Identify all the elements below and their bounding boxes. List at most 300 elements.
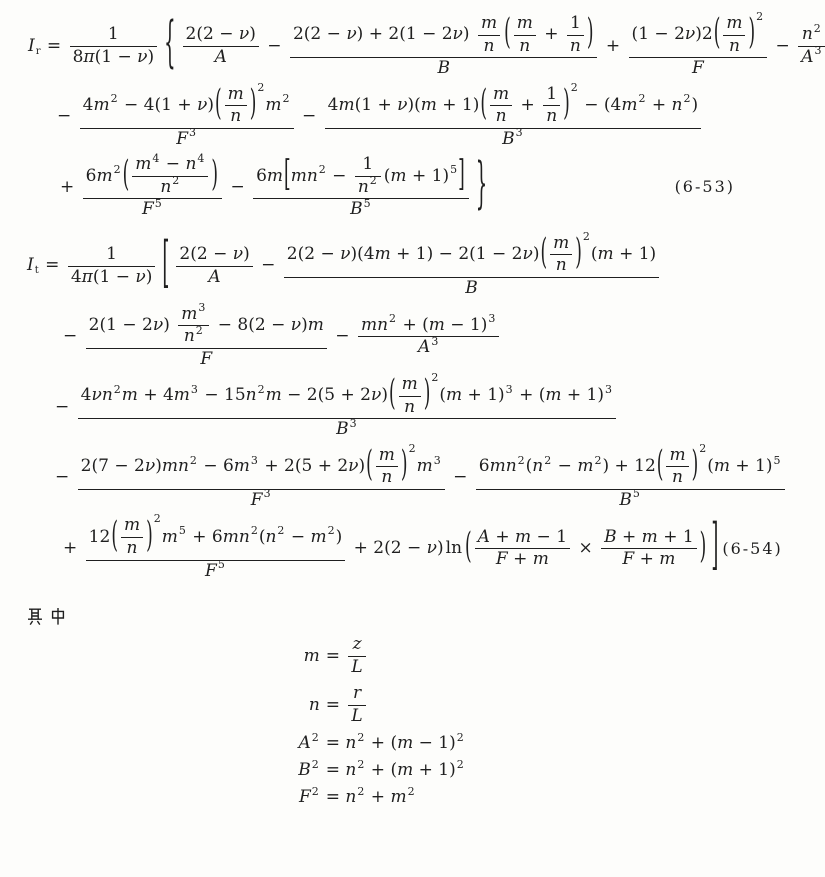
math-text [162,528,178,548]
math-text [496,107,507,127]
superscript: 2 [517,453,525,467]
math-var: F [298,787,311,808]
math-text: 1 [546,83,558,104]
fraction [176,245,252,287]
operator-ln: ln [445,538,463,559]
fraction [567,14,584,56]
math-text [351,658,362,678]
math-var: m [545,385,562,406]
superscript: 5 [450,163,458,176]
math-var: n [569,35,581,56]
math-var: B [619,489,632,510]
math-text [418,338,430,358]
math-var: n [245,385,257,406]
math-text: 4π(1 − ν) [70,266,153,287]
superscript: 2 [282,92,290,106]
denominator [567,35,584,57]
math-var: m [641,526,658,547]
open-delimiter: ( [111,514,118,557]
math-var: n [126,538,138,559]
math-text [124,516,140,536]
subscript: r [35,45,41,57]
denominator [178,325,209,347]
numerator [666,446,688,466]
superscript: 2 [311,757,319,771]
superscript: 2 [813,21,821,35]
zhong-character-glyph [48,606,68,626]
math-text: − [230,176,245,197]
superscript: 2 [113,163,121,176]
math-text [379,446,395,466]
numerator [348,635,365,655]
superscript: 2 [277,524,285,538]
def-m-rhs [326,635,465,677]
math-text [484,37,495,57]
math-text [493,85,509,105]
math-text: 2(2 − ν) [185,24,256,45]
equation-line [0,229,791,299]
math-text [291,167,318,187]
numerator [514,14,536,34]
math-var: m [338,94,355,115]
math-text: + (m + 1) [519,385,605,406]
math-var: m [416,456,433,477]
math-text [135,155,151,175]
fraction [348,684,365,726]
superscript: 3 [505,382,513,396]
superscript: 3 [515,126,523,140]
superscript: 5 [363,196,371,210]
math-text [265,96,281,116]
math-var: F [691,58,704,79]
math-var: n [671,94,683,115]
def-F-rhs [325,784,465,808]
group-content [547,234,575,276]
superscript: 3 [488,312,496,326]
numerator [798,21,825,45]
denominator [225,105,247,127]
math-var: m [420,94,437,115]
equation-line [0,10,822,79]
math-var: m [428,314,445,335]
big-delimiter: ] [711,514,719,579]
math-text: 2(2 − ν)(4m + 1) − 2(1 − 2ν) [286,244,540,265]
math-text: 1 [107,24,119,45]
equation-6-53 [0,10,822,220]
def-A-rhs [325,730,465,754]
math-var: n [495,106,507,127]
superscript: 2 [318,163,326,176]
denominator [78,489,445,511]
math-text: 2(2 − ν) + 2(1 − 2ν) [292,24,470,45]
numerator [478,14,500,34]
superscript: 2 [172,174,180,188]
open-delimiter: ( [388,373,396,416]
math-var: A [418,337,431,358]
math-var: B [437,58,450,79]
math-text: F + m [622,549,676,570]
math-var: n [230,106,242,127]
math-var: ν [346,24,357,45]
equation-line [0,301,791,370]
math-text: − [335,326,350,347]
math-var: m [96,165,113,186]
fraction [121,516,143,558]
group-superscript: 2 [153,512,161,526]
math-text: (m + 1) [383,165,450,186]
math-text: − [55,467,70,488]
math-var: ν [290,314,302,335]
superscript: 2 [456,730,464,744]
math-var: m [233,456,250,477]
group-content [291,155,458,197]
math-text: = n [325,787,357,808]
denominator [355,176,381,198]
group-superscript: 2 [257,80,265,94]
group-content [396,375,424,417]
math-text [729,37,740,57]
superscript: 2 [369,174,377,188]
def-A-lhs [298,730,320,754]
denominator [80,128,294,150]
superscript: 3 [433,453,441,467]
math-text: 4m [82,94,110,115]
math-text: ) + 12 [602,456,656,477]
numerator [550,234,572,254]
math-text: − [261,255,276,276]
numerator [355,155,381,175]
math-var: ν [370,385,382,406]
group-superscript: 2 [699,441,707,455]
math-text: = [46,35,62,56]
close-delimiter: ) [211,153,219,196]
math-text [299,787,311,807]
fraction [70,25,158,67]
math-text: (1 − 2ν)2 [631,24,713,45]
math-var: A [208,266,221,287]
close-delimiter: ) [691,444,699,487]
math-text: + 2(5 + 2ν) [264,456,366,477]
group-content [487,85,563,127]
math-var: ν [452,24,463,45]
math-text: − n [165,154,197,175]
math-var: m [577,456,594,477]
math-text [381,468,392,488]
paren-group [111,512,161,559]
math-text: + m [370,787,407,808]
math-var: ν [340,244,351,265]
numerator [121,516,143,536]
fraction [68,245,156,287]
fraction [476,441,785,511]
math-var: r [353,683,362,704]
math-text: = [45,255,60,276]
math-var: ν [152,314,164,335]
math-text [200,350,212,370]
math-text: (n [258,526,277,547]
math-var: n [160,176,172,197]
paren-group [656,441,707,488]
math-text [801,48,813,68]
fraction [178,301,209,347]
math-var: I [28,35,35,56]
math-var: m [480,13,498,33]
superscript: 3 [814,44,822,58]
fraction [348,635,365,677]
group-content [663,446,691,488]
open-delimiter: ( [713,12,721,55]
denominator [121,537,143,559]
equation-line [0,512,791,581]
math-text: − 15n [204,385,257,406]
numerator [284,229,659,276]
fraction [629,10,768,79]
math-text [160,178,171,198]
denominator [514,35,536,57]
math-var: ν [91,385,102,406]
math-text: − m [557,456,594,477]
math-var: m [265,94,282,115]
fraction [376,446,398,488]
fraction [86,512,346,581]
math-text: 6mn [478,456,517,477]
math-text: = [325,695,341,716]
superscript: 2 [257,382,265,396]
math-var: m [290,165,307,186]
math-var: m [93,94,110,115]
math-text: A + m − 1 [477,526,568,547]
math-text: (n [525,456,544,477]
math-var: I [27,255,34,276]
superscript: 3 [431,334,439,348]
fraction [355,155,381,197]
math-text [417,457,433,477]
math-var: ν [522,244,533,265]
math-text [27,256,34,276]
open-delimiter: ( [366,444,373,487]
close-delimiter: ) [563,83,570,126]
math-var: F [622,549,635,570]
paren-group [388,371,439,417]
close-delimiter: ) [586,12,594,55]
numerator [376,446,398,466]
denominator [399,396,421,418]
math-text [404,398,415,418]
math-var: A [298,733,311,754]
numerator [476,441,785,488]
math-text [517,14,533,34]
math-var: ν [232,244,244,265]
denominator [86,348,327,370]
group-content [511,14,587,56]
group-content [472,528,700,570]
math-text [142,200,154,220]
superscript: 2 [357,757,365,771]
math-var: n [728,35,740,56]
paren-group [480,80,578,127]
group-superscript: 2 [408,441,416,455]
math-text [619,491,632,511]
close-delimiter: ) [146,514,153,557]
math-text: − [57,106,72,127]
numerator [475,528,570,548]
superscript: 2 [327,524,335,538]
math-var: m [121,385,138,406]
superscript: 2 [544,453,552,467]
math-var: m [397,733,414,754]
math-var: ν [397,94,408,115]
math-text: + [60,176,75,197]
math-var: n [183,326,195,347]
math-text: ) [691,94,699,115]
math-text: − 4(1 + ν) [124,94,215,115]
math-var: n [519,35,531,56]
math-text: + [520,94,535,115]
math-text [802,25,813,45]
math-var: m [135,154,152,175]
math-var: m [307,314,324,335]
math-var: ν [238,24,250,45]
math-text: m + 4m [121,385,190,406]
math-var: n [238,526,250,547]
numerator [78,441,445,488]
superscript: 2 [357,730,365,744]
paren-group [540,229,590,276]
math-text: F + m [495,549,549,570]
big-delimiter: [ [162,231,170,296]
math-var: m [515,526,532,547]
denominator [70,46,158,68]
math-var: m [659,549,676,570]
math-text: − (4m [584,94,638,115]
math-text: B + m + 1 [604,526,694,547]
big-delimiter: { [164,11,176,76]
denominator [798,46,825,68]
math-var: n [308,695,320,716]
math-text: + 2(2 − ν) [353,538,444,559]
math-text: 2(2 − ν) [179,244,250,265]
superscript: 2 [113,382,121,396]
fraction [666,446,688,488]
superscript: 5 [632,487,640,501]
where-label [25,605,791,627]
math-var: n [101,385,113,406]
fraction [543,85,560,127]
def-F-lhs [298,784,320,808]
fraction [490,85,512,127]
group-content [373,446,401,488]
superscript: 2 [189,453,197,467]
close-delimiter: ) [249,83,257,126]
fraction [358,312,499,358]
math-text: − 8(2 − ν)m [217,314,324,335]
math-var: m [161,526,178,547]
math-var: π [81,266,93,287]
math-text [251,491,263,511]
open-delimiter: ( [465,526,472,569]
math-text [298,733,310,753]
def-B-rhs [325,757,465,781]
math-text [519,37,530,57]
math-text [228,85,244,105]
math-text: + [544,24,559,45]
math-var: ν [426,538,437,559]
group-content [720,14,748,56]
numerator [176,245,252,265]
paren-group [122,151,219,197]
math-var: m [173,385,190,406]
def-n-rhs [326,684,465,726]
fraction [325,80,702,150]
math-var: m [401,374,418,395]
math-text [465,279,478,299]
math-text: + 6mn [192,526,250,547]
denominator [176,266,252,288]
fraction [78,441,445,511]
math-text [127,539,138,559]
denominator [490,105,512,127]
equation-number: (6-53) [674,177,735,197]
math-var: n [345,760,357,781]
math-var: F [141,199,154,220]
numerator [78,371,616,417]
open-delimiter: [ [284,153,291,196]
open-delimiter: ( [480,83,488,126]
close-delimiter: ) [575,232,582,275]
math-text: (m + 1) [590,244,657,265]
math-var: m [532,549,549,570]
math-var: m [303,646,320,667]
math-text [230,107,241,127]
numerator [348,684,365,704]
denominator [358,336,499,358]
group-content [118,516,146,558]
math-text: = n [325,760,357,781]
math-text: − [775,35,790,56]
group-superscript: 2 [570,80,578,94]
math-var: n [483,35,495,56]
math-text [672,468,683,488]
math-text [350,200,363,220]
superscript: 2 [638,92,646,106]
denominator [68,266,156,288]
def-B-lhs [298,757,320,781]
fraction [253,155,469,220]
denominator [348,705,365,727]
numerator [567,14,584,34]
math-text: (m + 1) [439,385,505,406]
math-var: m [161,456,178,477]
math-text [481,14,497,34]
math-var: B [336,419,349,440]
superscript: 2 [594,453,602,467]
math-text: = [325,646,341,667]
math-var: m [310,526,327,547]
math-text: 2(1 − 2ν) [88,314,170,335]
denominator [290,57,598,79]
denominator [629,57,768,79]
math-var: F [250,489,263,510]
math-text [353,684,361,704]
math-text [205,562,217,582]
math-var: F [176,128,188,149]
math-text [304,646,320,666]
superscript: 3 [605,382,613,396]
math-var: m [553,232,570,253]
fraction [399,375,421,417]
math-text [309,695,320,715]
denominator [284,277,659,299]
